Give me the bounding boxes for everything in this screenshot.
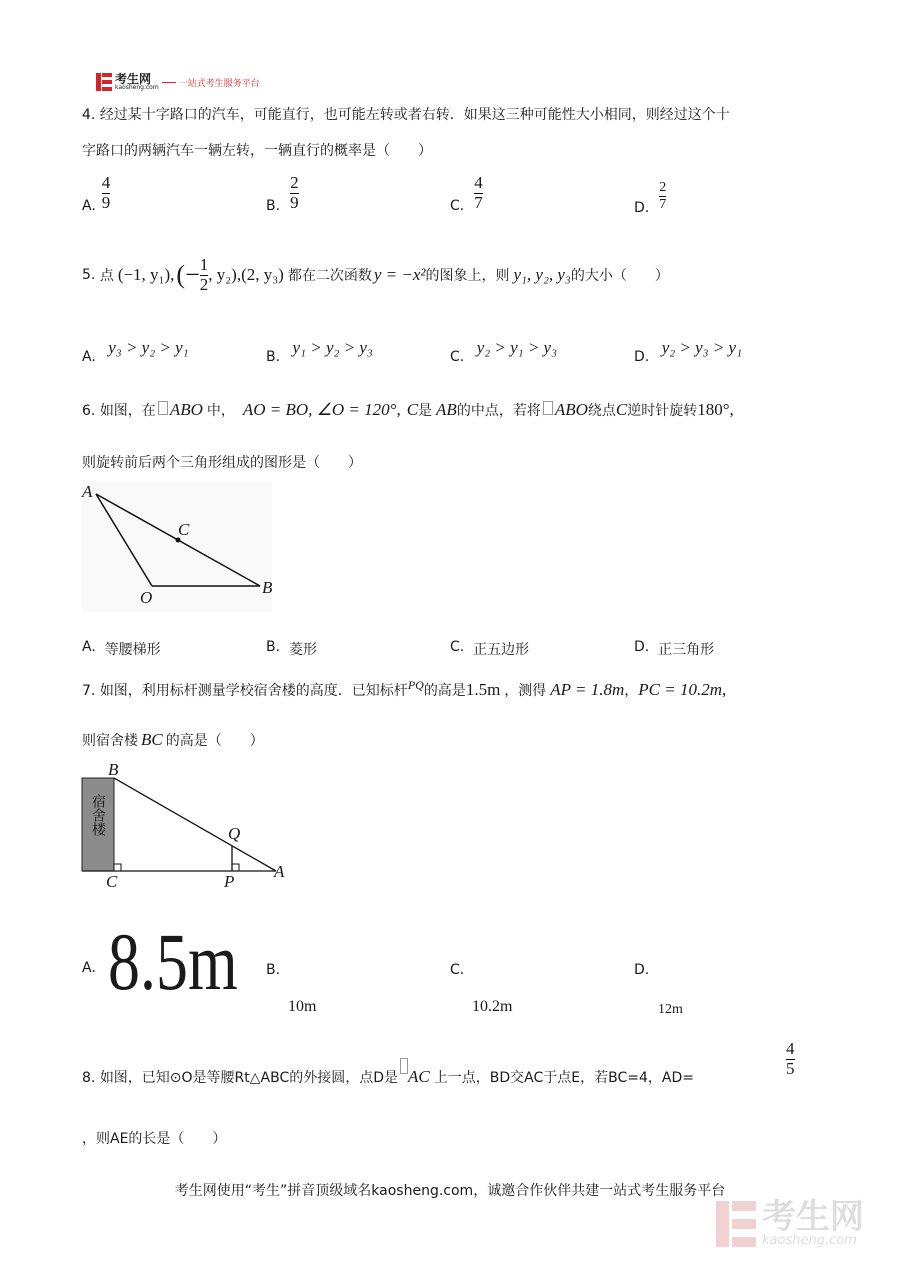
q8-line1: 8. 如图，已知⊙O是等腰Rt△ABC的外接圆，点D是 AC 上一点，BD交AC于点E，若BC=4，AD=	[82, 1066, 694, 1087]
triangle-symbol-icon	[158, 401, 168, 415]
header-logo	[96, 72, 260, 92]
q4-option-b[interactable]: B. $\frac{2}{9}$	[266, 172, 299, 214]
point-a-label: A	[274, 862, 285, 881]
q6-figure	[82, 482, 282, 612]
q6-line1: 6. 如图，在 ABO 中， AO = BO, ∠O = 120°, C 是 AB 的中点，若将 ABO 绕点 C 逆时针旋转 180° ,	[82, 400, 734, 419]
point-b-label: B	[108, 760, 119, 779]
point-o-label: O	[140, 588, 153, 607]
q7-option-b[interactable]: B. 10m	[266, 962, 317, 1015]
brand-slogan: 一站式考生服务平台	[178, 78, 260, 89]
triangle-symbol-icon-2	[543, 401, 553, 415]
q4-line1: 4. 经过某十字路口的汽车，可能直行，也可能左转或者右转．如果这三种可能性大小相同，则经过这个十	[82, 107, 730, 123]
point-a-label: A	[82, 482, 93, 501]
q4-option-d[interactable]: D. $\frac{2}{7}$	[634, 180, 667, 216]
page-footer: 考生网使用“考生”拼音顶级域名kaosheng.com，诚邀合作伙伴共建一站式考生服务平台	[174, 1183, 726, 1199]
q5-stem: 5. 点 (−1, y₁) , (− $\frac{1}{2}$ , y₂) , (2, y₃) 都在二次函数 y = −x² 的图象上，则 y₁, y₂, y₃ 的大小（ ）	[82, 255, 669, 294]
q6-option-c[interactable]: C. 正五边形	[450, 639, 530, 658]
brand-name: 考生网	[115, 72, 152, 86]
q5-option-b[interactable]: B. y₁ > y₂ > y₃	[266, 338, 373, 365]
kaosheng-logo-icon	[96, 73, 112, 91]
q6-option-d[interactable]: D. 正三角形	[634, 639, 715, 658]
q5-option-c[interactable]: C. y₂ > y₁ > y₃	[450, 338, 557, 365]
q8-fraction: $\frac{4}{5}$	[786, 1039, 795, 1078]
brand-domain: kaosheng.com	[115, 84, 159, 91]
watermark-domain: kaosheng.com	[762, 1233, 857, 1248]
q4-option-c[interactable]: C. $\frac{4}{7}$	[450, 172, 483, 214]
q8-line2: ，则AE的长是（ ）	[82, 1131, 227, 1147]
point-q-label: Q	[228, 824, 241, 843]
q7-line1: 7. 如图，利用标杆测量学校宿舍楼的高度．已知标杆 PQ 的高是 1.5m ，测得 AP = 1.8m ， PC = 10.2m ,	[82, 678, 727, 699]
q6-option-b[interactable]: B. 菱形	[266, 639, 317, 658]
point-p-label: P	[224, 872, 235, 891]
watermark-brand: 考生网	[762, 1197, 864, 1237]
point-b-label: B	[262, 578, 273, 597]
q4-option-a[interactable]: A. $\frac{4}{9}$	[82, 172, 111, 214]
building-label: 宿舍楼	[90, 794, 106, 836]
q6-line2: 则旋转前后两个三角形组成的图形是（ ）	[82, 455, 362, 471]
arc-symbol-icon	[400, 1058, 408, 1074]
q7-option-c[interactable]: C. 10.2m	[450, 962, 513, 1015]
q6-option-a[interactable]: A. 等腰梯形	[82, 639, 161, 658]
q7-figure	[80, 760, 290, 892]
point-c-label: C	[106, 872, 118, 891]
kaosheng-watermark-icon	[716, 1201, 756, 1247]
point-c-label: C	[178, 520, 190, 539]
q4-line2: 字路口的两辆汽车一辆左转，一辆直行的概率是（ ）	[82, 143, 432, 159]
q7-line2: 则宿舍楼 BC 的高是（ ）	[82, 730, 264, 749]
watermark	[716, 1197, 864, 1248]
q7-option-d[interactable]: D. 12m	[634, 962, 683, 1017]
q7-option-a[interactable]: A. 8.5m	[82, 916, 238, 1007]
q5-option-d[interactable]: D. y₂ > y₃ > y₁	[634, 338, 742, 365]
q5-option-a[interactable]: A. y₃ > y₂ > y₁	[82, 338, 189, 365]
